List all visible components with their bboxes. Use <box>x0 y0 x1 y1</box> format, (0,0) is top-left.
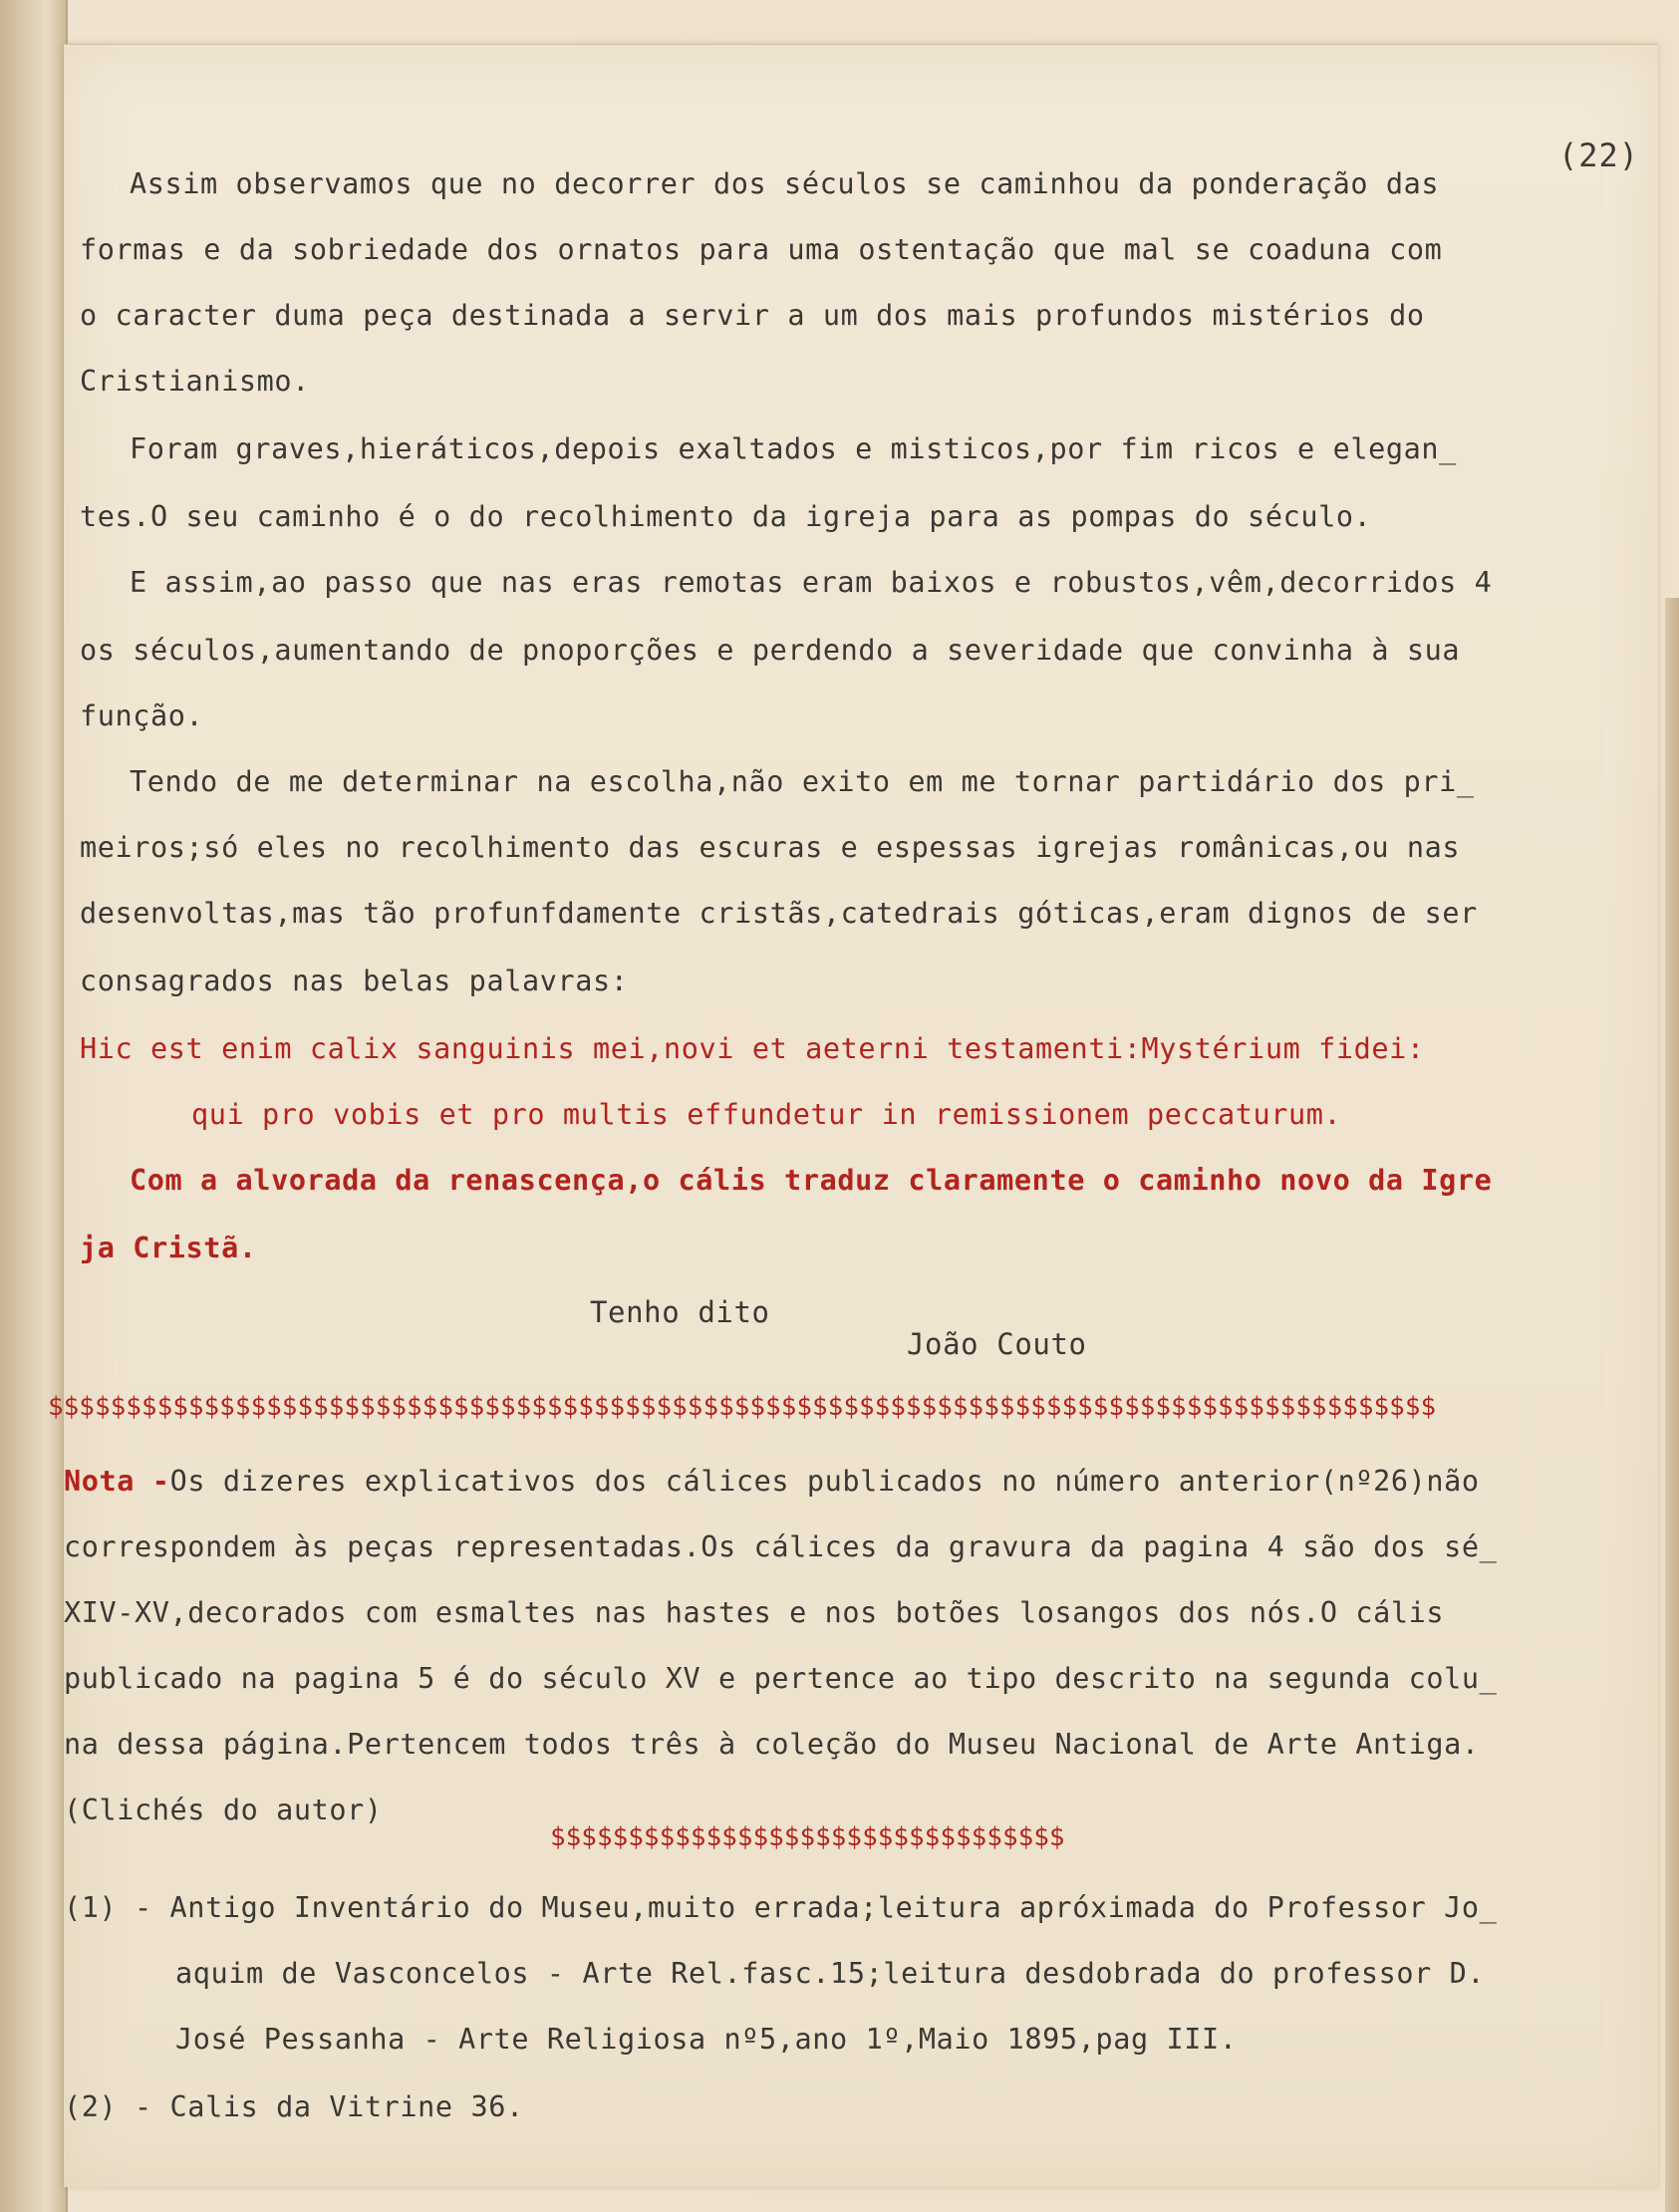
body-line: o caracter duma peça destinada a servir a um dos mais profundos mistérios do <box>80 299 1425 332</box>
body-line: meiros;só eles no recolhimento das escuras e espessas igrejas românicas,ou nas <box>80 831 1461 864</box>
body-line: E assim,ao passo que nas eras remotas eram baixos e robustos,vêm,decorridos 4 <box>130 566 1493 599</box>
signature-closing: Tenho dito <box>590 1295 770 1329</box>
nota-line: na dessa página.Pertencem todos três à coleção do Museu Nacional de Arte Antiga. <box>64 1728 1480 1761</box>
body-line: Foram graves,hieráticos,depois exaltados e misticos,por fim ricos e elegan_ <box>130 432 1457 465</box>
nota-line: (Clichés do autor) <box>64 1794 383 1826</box>
closing-line: Com a alvorada da renascença,o cális traduz claramente o caminho novo da Igre <box>130 1164 1493 1197</box>
body-line: os séculos,aumentando de pnoporções e perdendo a severidade que convinha à sua <box>80 634 1461 667</box>
nota-line: correspondem às peças representadas.Os cálices da gravura da pagina 4 são dos sé_ <box>64 1530 1498 1563</box>
body-line: tes.O seu caminho é o do recolhimento da igreja para as pompas do século. <box>80 500 1372 533</box>
footnote-line: José Pessanha - Arte Religiosa nº5,ano 1º,Maio 1895,pag III. <box>175 2023 1238 2056</box>
nota-line: publicado na pagina 5 é do século XV e pertence ao tipo descrito na segunda colu_ <box>64 1662 1498 1695</box>
separator-short: $$$$$$$$$$$$$$$$$$$$$$$$$$$$$$$$$ <box>550 1822 1065 1852</box>
footnote-line: (1) - Antigo Inventário do Museu,muito errada;leitura apróximada do Professor Jo_ <box>64 1891 1498 1924</box>
latin-quote-line: qui pro vobis et pro multis effundetur in remissionem peccaturum. <box>191 1098 1342 1131</box>
nota-text: Os dizeres explicativos dos cálices publicados no número anterior(nº26)não <box>169 1465 1480 1498</box>
body-line: formas e da sobriedade dos ornatos para uma ostentação que mal se coaduna com <box>80 233 1443 266</box>
footnote-line: aquim de Vasconcelos - Arte Rel.fasc.15;leitura desdobrada do professor D. <box>175 1957 1486 1990</box>
body-line: Assim observamos que no decorrer dos séculos se caminhou da ponderação das <box>130 167 1440 200</box>
page-number: (22) <box>1558 137 1640 174</box>
body-line: Cristianismo. <box>80 365 310 398</box>
signature-name: João Couto <box>907 1327 1087 1361</box>
typewritten-page <box>48 44 1658 2187</box>
footnote-line: (2) - Calis da Vitrine 36. <box>64 2090 524 2123</box>
underlying-page-edge <box>1665 598 1679 2212</box>
latin-quote-line: Hic est enim calix sanguinis mei,novi et aeterni testamenti:Mystérium fidei: <box>80 1032 1425 1065</box>
nota-line: XIV-XV,decorados com esmaltes nas hastes e nos botões losangos dos nós.O cális <box>64 1596 1445 1629</box>
body-line: consagrados nas belas palavras: <box>80 965 629 997</box>
body-line: desenvoltas,mas tão profunfdamente cristãs,catedrais góticas,eram dignos de ser <box>80 897 1478 930</box>
nota-line <box>64 1465 1480 1498</box>
closing-line: ja Cristã. <box>80 1232 257 1264</box>
body-line: Tendo de me determinar na escolha,não exito em me tornar partidário dos pri_ <box>130 765 1475 798</box>
binding-edge <box>0 0 68 2212</box>
nota-label: Nota - <box>64 1465 170 1498</box>
separator-long: $$$$$$$$$$$$$$$$$$$$$$$$$$$$$$$$$$$$$$$$$$$$$$$$$$$$$$$$$$$$$$$$$$$$$$$$$$$$$$$$$$$$$$$$$ <box>48 1392 1437 1422</box>
body-line: função. <box>80 699 204 732</box>
